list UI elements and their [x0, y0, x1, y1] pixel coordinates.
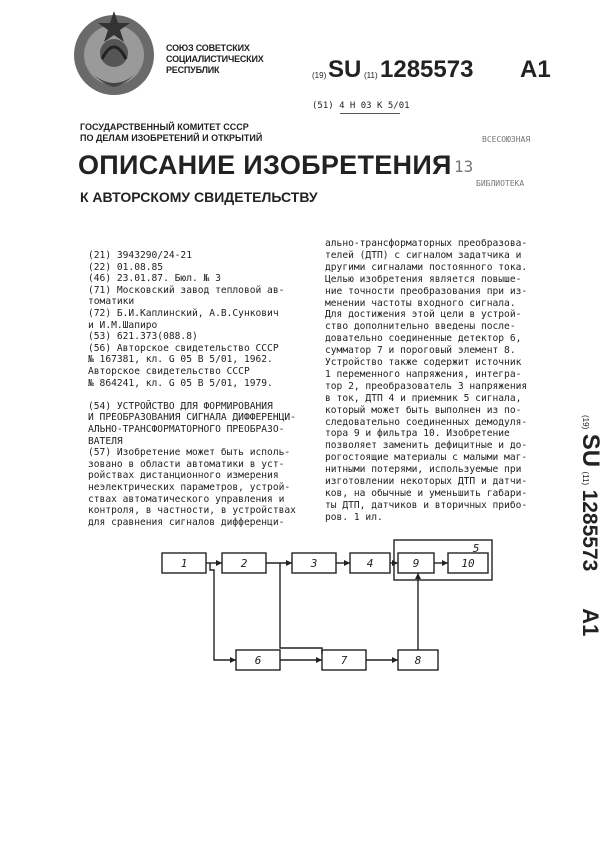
country-code: SU — [328, 56, 362, 83]
abstract-line: который может быть выполнен из по- — [325, 404, 522, 416]
bibliographic-line: для сравнения сигналов дифференци- — [88, 516, 285, 528]
block-6-label: 6 — [254, 654, 262, 667]
document-subtitle: К АВТОРСКОМУ СВИДЕТЕЛЬСТВУ — [80, 189, 318, 205]
abstract-line: сумматор 7 и пороговый элемент 8. — [325, 345, 516, 357]
committee-line-2: ПО ДЕЛАМ ИЗОБРЕТЕНИЙ И ОТКРЫТИЙ — [80, 133, 263, 143]
bibliographic-line: и И.М.Шапиро — [88, 319, 158, 331]
bibliographic-line: ствах автоматического управления и — [88, 493, 285, 505]
country-name-line-2: СОЦИАЛИСТИЧЕСКИХ — [166, 54, 264, 64]
bibliographic-line: томатики — [88, 296, 135, 308]
bibliographic-line: АЛЬНО-ТРАНСФОРМАТОРНОГО ПРЕОБРАЗО- — [88, 424, 285, 435]
block-10-label: 10 — [461, 557, 475, 570]
side-document-kind: A1 — [578, 608, 603, 637]
bibliographic-column — [88, 250, 296, 530]
abstract-line: нитными потерями, используемые при — [325, 464, 522, 476]
abstract-line: тора 9 и фильтра 10. Изобретение — [325, 428, 510, 440]
ipc-underline — [340, 113, 400, 114]
abstract-line: рогостоящие материалы с малыми маг- — [325, 452, 528, 464]
abstract-line: ты ДТП, датчиков и вторичных прибо- — [325, 499, 528, 511]
bibliographic-line: (21) 3943290/24-21 — [88, 250, 192, 261]
abstract-column — [325, 238, 565, 528]
abstract-line: ство дополнительно введены после- — [325, 321, 516, 333]
abstract-line: ние точности преобразования при из- — [325, 285, 528, 297]
country-name-line-1: СОЮЗ СОВЕТСКИХ — [166, 43, 250, 53]
side-country-code: SU — [577, 433, 604, 468]
inid-code-11: (11) — [364, 71, 378, 80]
abstract-line: менении частоты входного сигнала. — [325, 297, 516, 309]
bibliographic-line: № 167381, кл. G 05 B 5/01, 1962. — [88, 354, 273, 366]
bibliographic-line: ройствах дистанционного измерения — [88, 470, 279, 482]
abstract-line: ально-трансформаторных преобразова- — [325, 238, 528, 249]
block-group-5-label: 5 — [472, 542, 480, 555]
block-1-label: 1 — [180, 557, 188, 570]
side-inid-19: (19) — [581, 415, 590, 430]
abstract-line: довательно соединенные детектор 6, — [325, 333, 522, 345]
side-publication-number — [578, 415, 608, 725]
committee-line-1: ГОСУДАРСТВЕННЫЙ КОМИТЕТ СССР — [80, 122, 249, 132]
bibliographic-line: (54) УСТРОЙСТВО ДЛЯ ФОРМИРОВАНИЯ — [88, 400, 273, 412]
bibliographic-line: (57) Изобретение может быть исполь- — [88, 447, 291, 459]
publication-number — [312, 56, 602, 86]
bibliographic-line: (22) 01.08.85 — [88, 261, 164, 273]
bibliographic-line: Авторское свидетельство СССР — [88, 366, 250, 377]
abstract-line: Устройство также содержит источник — [325, 357, 522, 368]
bibliographic-line: ВАТЕЛЯ — [88, 435, 123, 447]
block-2-label: 2 — [240, 557, 248, 570]
block-4-label: 4 — [366, 557, 374, 570]
abstract-line: Целью изобретения является повыше- — [325, 273, 522, 285]
abstract-line: ров. 1 ил. — [325, 511, 383, 523]
block-3-label: 3 — [310, 557, 318, 570]
stamp-text-1: ВСЕСОЮЗНАЯ — [482, 135, 531, 144]
library-stamp — [446, 135, 556, 195]
abstract-line: следовательно соединенных демодуля- — [325, 416, 528, 428]
bibliographic-line: (53) 621.373(088.8) — [88, 331, 198, 343]
country-name-line-3: РЕСПУБЛИК — [166, 65, 220, 75]
side-patent-number: 1285573 — [578, 489, 601, 572]
bibliographic-line: контроля, в частности, в устройствах — [88, 505, 296, 517]
ussr-emblem — [66, 5, 162, 101]
block-diagram — [150, 530, 550, 690]
stamp-text-3: БИБЛИОТЕКА — [476, 179, 525, 188]
bibliographic-line: (56) Авторское свидетельство СССР — [88, 342, 279, 354]
ipc-classification: (51) 4 Н 03 К 5/01 — [312, 101, 410, 111]
block-7-label: 7 — [340, 654, 348, 667]
abstract-line: изготовлении некоторых ДТП и датчи- — [325, 476, 528, 487]
bibliographic-line: (72) Б.И.Каплинский, А.В.Сункович — [88, 308, 279, 319]
stamp-text-2: 13 — [454, 157, 474, 176]
bibliographic-line: зовано в области автоматики в уст- — [88, 458, 285, 470]
document-title: ОПИСАНИЕ ИЗОБРЕТЕНИЯ — [78, 150, 452, 180]
inid-code-19: (19) — [312, 71, 327, 80]
abstract-line: другими сигналами постоянного тока. — [325, 261, 528, 273]
abstract-line: Для достижения этой цели в устрой- — [325, 309, 522, 321]
abstract-line: позволяет заменить дефицитные и до- — [325, 440, 528, 452]
bibliographic-line: (46) 23.01.87. Бюл. № 3 — [88, 273, 221, 285]
bibliographic-line: (71) Московский завод тепловой ав- — [88, 284, 285, 296]
block-8-label: 8 — [414, 654, 422, 667]
abstract-line: тор 2, преобразователь 3 напряжения — [325, 380, 528, 392]
side-inid-11: (11) — [581, 471, 590, 486]
bibliographic-line: № 864241, кл. G 05 B 5/01, 1979. — [88, 377, 273, 389]
abstract-line: ков, на обычные и уменьшить габари- — [325, 487, 528, 499]
patent-number: 1285573 — [380, 56, 474, 83]
bibliographic-line: И ПРЕОБРАЗОВАНИЯ СИГНАЛА ДИФФЕРЕНЦИ- — [88, 412, 296, 424]
bibliographic-line: неэлектрических параметров, устрой- — [88, 482, 291, 493]
abstract-line: в ток, ДТП 4 и приемник 5 сигнала, — [325, 392, 522, 404]
abstract-line: телей (ДТП) с сигналом задатчика и — [325, 249, 522, 261]
block-9-label: 9 — [412, 557, 420, 570]
document-kind: A1 — [520, 56, 551, 83]
abstract-line: 1 переменного напряжения, интегра- — [325, 368, 522, 380]
